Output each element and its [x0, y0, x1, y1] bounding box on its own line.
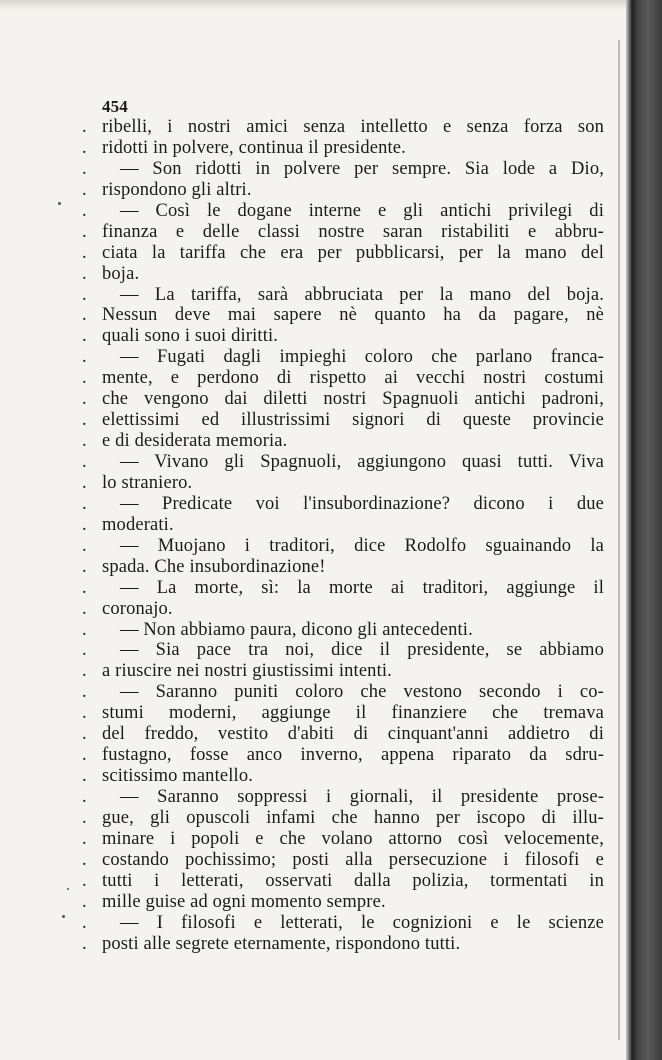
margin-dot: .	[82, 347, 87, 368]
margin-dot: .	[82, 556, 87, 577]
margin-dot: .	[82, 682, 87, 703]
text-line	[82, 787, 604, 808]
line-text: ciata la tariffa che era per pubblicarsi, per la mano del	[102, 242, 604, 263]
line-text: spada. Che insubordinazione!	[102, 556, 326, 577]
line-text: ribelli, i nostri amici senza intelletto e senza forza son	[102, 117, 604, 137]
line-text: — Non abbiamo paura, dicono gli antecedenti.	[120, 619, 473, 640]
text-line	[82, 452, 604, 473]
line-text: mille guise ad ogni momento sempre.	[102, 891, 386, 912]
book-binding-edge	[626, 0, 662, 1060]
margin-dot: .	[82, 745, 87, 766]
text-line	[82, 138, 604, 159]
margin-dot: .	[82, 200, 87, 221]
text-line	[82, 243, 604, 264]
margin-dot: .	[82, 284, 87, 305]
margin-dot: .	[82, 577, 87, 598]
margin-dot: .	[82, 870, 87, 891]
margin-dot: .	[82, 787, 87, 807]
line-text: scitissimo mantello.	[102, 766, 253, 787]
line-text: stumi moderni, aggiunge il finanziere che tremava	[102, 703, 604, 724]
margin-dot: .	[82, 452, 87, 472]
text-line	[82, 536, 604, 557]
binding-fold-line	[618, 40, 620, 1040]
line-text: — Son ridotti in polvere per sempre. Sia lode a Dio,	[120, 158, 604, 179]
text-line	[82, 599, 604, 620]
page-number: 454	[102, 97, 128, 116]
text-line	[82, 515, 604, 536]
text-line	[82, 578, 604, 599]
margin-dot: .	[82, 891, 87, 912]
line-text: costando pochissimo; posti alla persecuzione i filosofi e	[102, 849, 604, 870]
margin-dot: .	[82, 410, 87, 431]
line-text: — Fugati dagli impieghi coloro che parlano franca-	[120, 347, 604, 368]
line-text: — Vivano gli Spagnuoli, aggiungono quasi tutti. Viva	[120, 452, 604, 472]
text-line	[82, 703, 604, 724]
text-line	[82, 682, 604, 703]
line-text: lo straniero.	[102, 472, 193, 493]
text-line	[82, 913, 604, 934]
text-line	[82, 766, 604, 787]
page-top-shadow	[0, 0, 662, 10]
line-text: — Predicate voi l'insubordinazione? dicono i due	[120, 493, 604, 514]
margin-dot: .	[82, 807, 87, 828]
text-line	[82, 661, 604, 682]
margin-dot: .	[82, 514, 87, 535]
margin-dot: .	[82, 158, 87, 179]
margin-dot: .	[82, 849, 87, 870]
margin-dot: .	[82, 179, 87, 200]
text-line	[82, 264, 604, 285]
margin-dot: .	[82, 828, 87, 849]
line-text: che vengono dai diletti nostri Spagnuoli antichi padroni,	[102, 389, 604, 410]
margin-dot: .	[82, 326, 87, 347]
text-line	[82, 305, 604, 326]
line-text: — La tariffa, sarà abbruciata per la mano del boja.	[120, 284, 604, 305]
text-line	[82, 222, 604, 243]
margin-dot: .	[82, 305, 87, 326]
line-text: — La morte, sì: la morte ai traditori, aggiunge il	[120, 577, 604, 598]
text-line	[82, 808, 604, 829]
text-line	[82, 620, 604, 641]
text-line	[82, 347, 604, 368]
margin-dot: .	[82, 368, 87, 389]
margin-dot: .	[82, 263, 87, 284]
line-text: coronajo.	[102, 598, 173, 619]
line-text: gue, gli opuscoli infami che hanno per iscopo di illu-	[102, 807, 604, 828]
line-text: minare i popoli e che volano attorno così velocemente,	[102, 828, 604, 849]
text-line	[82, 368, 604, 389]
line-text: — Muojano i traditori, dice Rodolfo sguainando la	[120, 535, 604, 556]
text-line	[82, 557, 604, 578]
line-text: e di desiderata memoria.	[102, 431, 288, 452]
print-speck	[58, 202, 61, 205]
line-text: — Così le dogane interne e gli antichi privilegi di	[120, 200, 604, 221]
margin-dot: .	[82, 535, 87, 556]
text-line	[82, 410, 604, 431]
line-text: posti alle segrete eternamente, rispondono tutti.	[102, 933, 461, 954]
text-line	[82, 871, 604, 892]
page-text-block	[82, 96, 604, 955]
line-text: Nessun deve mai sapere nè quanto ha da pagare, nè	[102, 305, 604, 326]
text-line	[82, 850, 604, 871]
line-text: — I filosofi e letterati, le cognizioni e le scienze	[120, 912, 604, 933]
line-text: ridotti in polvere, continua il presidente.	[102, 137, 406, 158]
margin-dot: .	[82, 389, 87, 410]
text-line	[82, 640, 604, 661]
text-lines	[82, 117, 604, 955]
text-line	[82, 724, 604, 745]
line-text: fustagno, fosse anco inverno, appena riparato da sdru-	[102, 745, 604, 766]
margin-dot: .	[82, 598, 87, 619]
line-text: boja.	[102, 263, 140, 284]
margin-dot: .	[82, 472, 87, 493]
text-line	[82, 892, 604, 913]
text-line	[82, 494, 604, 515]
print-speck	[67, 888, 69, 890]
margin-dot: .	[82, 221, 87, 242]
text-line	[82, 745, 604, 766]
text-line	[82, 201, 604, 222]
margin-dot: .	[82, 912, 87, 933]
text-line	[82, 829, 604, 850]
line-text: elettissimi ed illustrissimi signori di queste provincie	[102, 410, 604, 431]
text-line	[82, 431, 604, 452]
line-text: del freddo, vestito d'abiti di cinquant'anni addietro di	[102, 724, 604, 745]
margin-dot: .	[82, 703, 87, 724]
margin-dot: .	[82, 619, 87, 640]
margin-dot: .	[82, 117, 87, 137]
margin-dot: .	[82, 933, 87, 954]
line-text: — Saranno puniti coloro che vestono secondo i co-	[120, 682, 604, 703]
line-text: quali sono i suoi diritti.	[102, 326, 279, 347]
margin-dot: .	[82, 724, 87, 745]
line-text: moderati.	[102, 514, 174, 535]
text-line	[82, 285, 604, 306]
text-line	[82, 180, 604, 201]
line-text: mente, e perdono di rispetto ai vecchi nostri costumi	[102, 368, 604, 389]
margin-dot: .	[82, 242, 87, 263]
print-speck	[62, 915, 65, 918]
line-text: finanza e delle classi nostre saran ristabiliti e abbru-	[102, 221, 604, 242]
line-text: tutti i letterati, osservati dalla polizia, tormentati in	[102, 870, 604, 891]
text-line	[82, 934, 604, 955]
text-line	[82, 389, 604, 410]
line-text: rispondono gli altri.	[102, 179, 252, 200]
text-line	[82, 159, 604, 180]
line-text: — Sia pace tra noi, dice il presidente, se abbiamo	[120, 640, 604, 661]
margin-dot: .	[82, 493, 87, 514]
margin-dot: .	[82, 431, 87, 452]
margin-dot: .	[82, 640, 87, 661]
margin-dot: .	[82, 766, 87, 787]
text-line	[82, 326, 604, 347]
text-line	[82, 117, 604, 138]
margin-dot: .	[82, 137, 87, 158]
line-text: a riuscire nei nostri giustissimi intenti.	[102, 661, 392, 682]
line-text: — Saranno soppressi i giornali, il presidente prose-	[120, 787, 604, 807]
text-line	[82, 473, 604, 494]
margin-dot: .	[82, 661, 87, 682]
